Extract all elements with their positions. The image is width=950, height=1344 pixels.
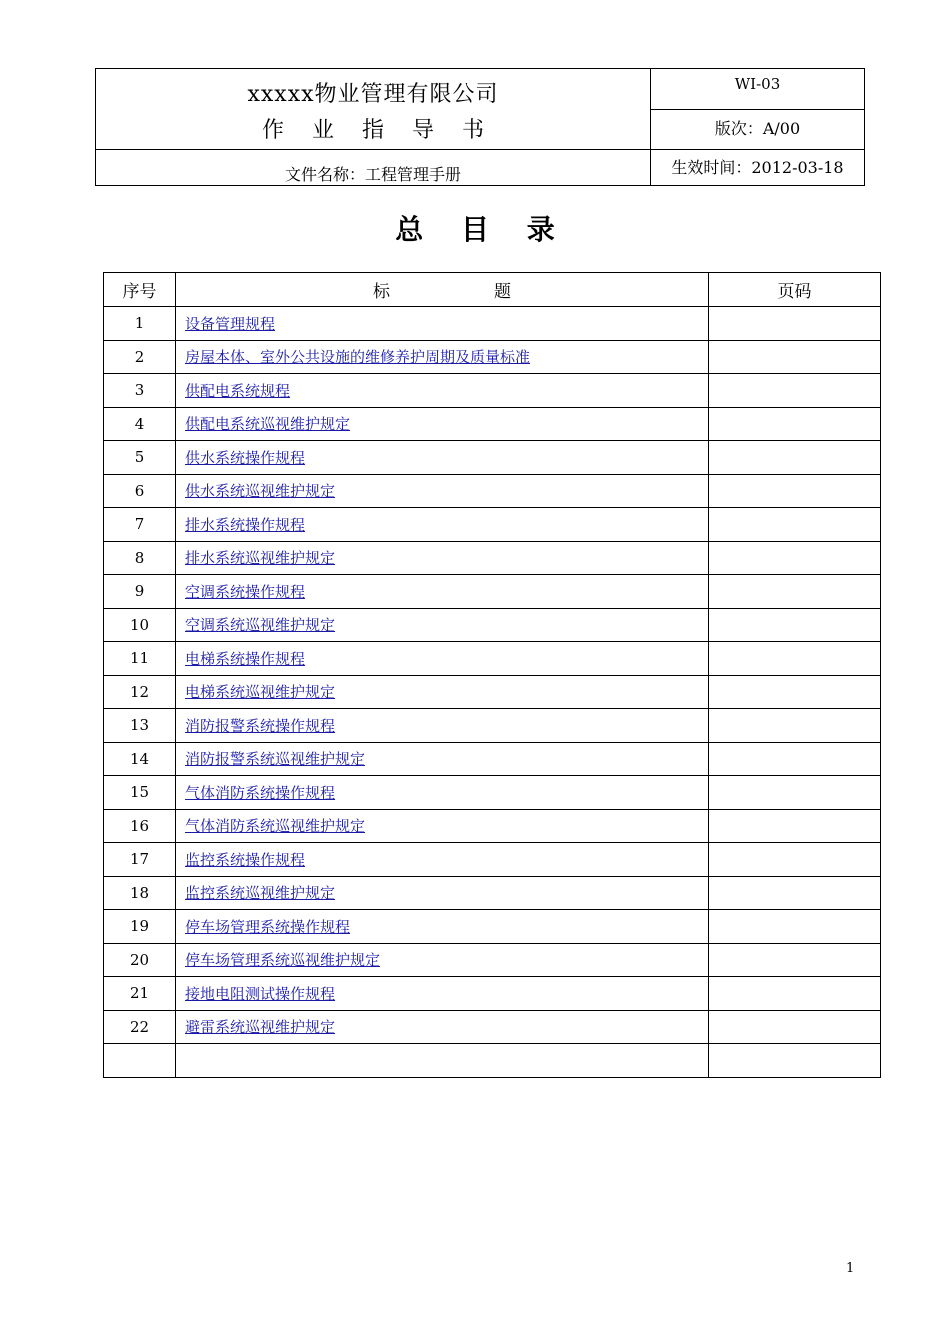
document-number: WI-03 [734,75,781,93]
row-title-cell [176,441,709,475]
row-number: 15 [104,776,176,810]
row-title-cell [176,374,709,408]
row-number: 8 [104,541,176,575]
row-title-cell [176,608,709,642]
toc-link[interactable]: 气体消防系统巡视维护规定 [185,817,366,836]
row-title-cell [176,809,709,843]
row-title-cell [176,943,709,977]
row-title-cell [176,340,709,374]
row-title-cell [176,675,709,709]
toc-link[interactable]: 停车场管理系统巡视维护规定 [185,951,381,970]
row-title-cell [176,876,709,910]
row-page [709,441,881,475]
toc-link[interactable]: 供配电系统巡视维护规定 [185,415,351,434]
table-row [104,910,881,944]
toc-link[interactable]: 监控系统巡视维护规定 [185,884,336,903]
table-row [104,1010,881,1044]
table-row [104,608,881,642]
effective-date: 生效时间：2012-03-18 [671,158,844,177]
row-page [709,876,881,910]
row-page [709,541,881,575]
document-type: 作业指导书 [261,118,512,143]
row-number: 21 [104,977,176,1011]
header-title-a: 标 [373,282,390,302]
toc-link[interactable]: 排水系统巡视维护规定 [185,549,336,568]
header-divider-right [650,109,864,110]
table-row [104,474,881,508]
table-row [104,809,881,843]
document-version: 版次：A/00 [714,119,801,138]
row-title-cell [176,575,709,609]
table-row [104,508,881,542]
toc-link[interactable]: 监控系统操作规程 [185,850,306,869]
toc-body [104,307,881,1078]
row-number: 4 [104,407,176,441]
row-number: 11 [104,642,176,676]
row-page [709,1010,881,1044]
row-page [709,508,881,542]
row-title-cell [176,508,709,542]
table-row [104,843,881,877]
toc-link[interactable]: 接地电阻测试操作规程 [185,984,336,1003]
row-title-cell [176,910,709,944]
row-number [104,1044,176,1078]
row-title-cell [176,1044,709,1078]
row-page [709,474,881,508]
toc-link[interactable]: 消防报警系统操作规程 [185,716,336,735]
row-number: 7 [104,508,176,542]
row-number: 19 [104,910,176,944]
table-row [104,1044,881,1078]
row-number: 9 [104,575,176,609]
table-row [104,340,881,374]
row-page [709,340,881,374]
row-page [709,977,881,1011]
toc-link[interactable]: 气体消防系统操作规程 [185,783,336,802]
row-number: 6 [104,474,176,508]
toc-link[interactable]: 房屋本体、室外公共设施的维修养护周期及质量标准 [185,348,531,367]
row-page [709,943,881,977]
table-row [104,441,881,475]
row-number: 18 [104,876,176,910]
row-number: 13 [104,709,176,743]
page-number: 1 [846,1261,855,1276]
row-page [709,642,881,676]
row-title-cell [176,541,709,575]
header-no: 序号 [104,273,176,307]
row-title-cell [176,742,709,776]
row-number: 16 [104,809,176,843]
row-title-cell [176,843,709,877]
table-row [104,642,881,676]
row-number: 2 [104,340,176,374]
row-title-cell [176,1010,709,1044]
file-name: 文件名称：工程管理手册 [284,165,461,184]
toc-link[interactable]: 空调系统操作规程 [185,582,306,601]
table-row [104,876,881,910]
header-title [176,273,709,307]
toc-table [103,272,881,1078]
table-row [104,943,881,977]
toc-link[interactable]: 空调系统巡视维护规定 [185,616,336,635]
row-page [709,843,881,877]
table-row [104,709,881,743]
header-page: 页码 [709,273,881,307]
row-number: 20 [104,943,176,977]
toc-link[interactable]: 电梯系统巡视维护规定 [185,683,336,702]
row-page [709,709,881,743]
row-number: 12 [104,675,176,709]
table-row [104,407,881,441]
row-title-cell [176,307,709,341]
table-row [104,776,881,810]
row-page [709,407,881,441]
row-page [709,910,881,944]
company-name: xxxxx物业管理有限公司 [247,82,499,107]
document-header [95,68,865,186]
toc-header-row [104,273,881,307]
row-page [709,675,881,709]
row-page [709,374,881,408]
toc-link[interactable]: 避雷系统巡视维护规定 [185,1018,336,1037]
toc-link[interactable]: 电梯系统操作规程 [185,649,306,668]
row-number: 5 [104,441,176,475]
table-row [104,541,881,575]
row-title-cell [176,474,709,508]
row-page [709,742,881,776]
toc-link[interactable]: 消防报警系统巡视维护规定 [185,750,366,769]
header-divider-horizontal [96,149,864,150]
table-row [104,575,881,609]
row-number: 3 [104,374,176,408]
row-number: 1 [104,307,176,341]
row-page [709,776,881,810]
header-title-b: 题 [494,282,511,302]
toc-link[interactable]: 停车场管理系统操作规程 [185,917,351,936]
row-number: 14 [104,742,176,776]
row-number: 22 [104,1010,176,1044]
row-page [709,575,881,609]
table-row [104,977,881,1011]
row-number: 17 [104,843,176,877]
row-title-cell [176,709,709,743]
toc-link[interactable]: 设备管理规程 [185,314,276,333]
table-row [104,374,881,408]
row-title-cell [176,642,709,676]
row-title-cell [176,776,709,810]
toc-link[interactable]: 供水系统操作规程 [185,448,306,467]
table-row [104,307,881,341]
row-page [709,608,881,642]
table-row [104,675,881,709]
page-title: 总 目 录 [395,213,569,246]
row-page [709,307,881,341]
table-row [104,742,881,776]
row-title-cell [176,407,709,441]
row-number: 10 [104,608,176,642]
toc-link[interactable]: 排水系统操作规程 [185,515,306,534]
toc-link[interactable]: 供配电系统规程 [185,381,291,400]
row-page [709,1044,881,1078]
toc-link[interactable]: 供水系统巡视维护规定 [185,482,336,501]
row-title-cell [176,977,709,1011]
row-page [709,809,881,843]
